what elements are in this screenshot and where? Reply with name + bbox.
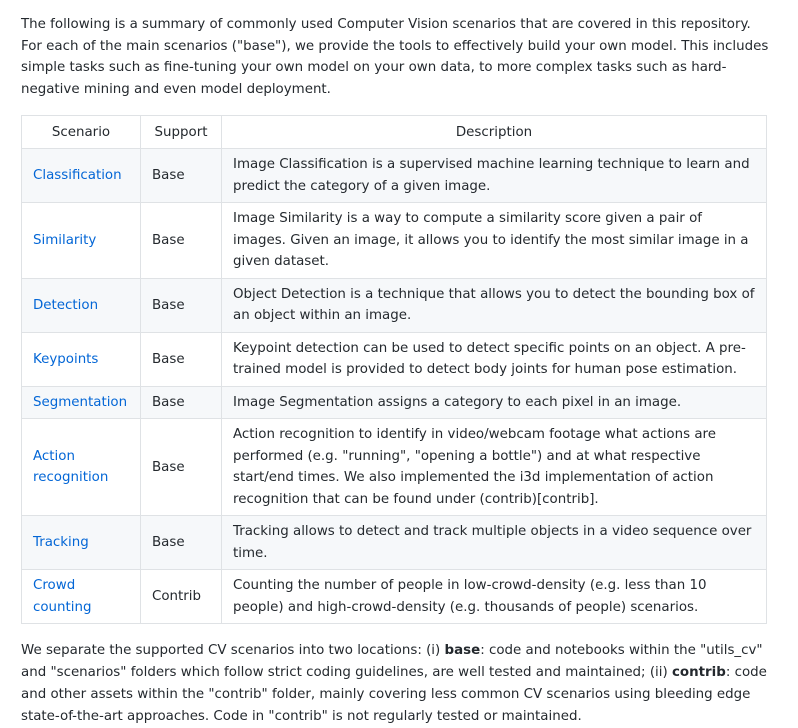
- scenario-cell: [22, 278, 141, 332]
- table-row-segmentation: [22, 386, 767, 419]
- description-cell: Object Detection is a technique that allows you to detect the bounding box of an object within an image.: [222, 278, 767, 332]
- support-cell: Base: [141, 149, 222, 203]
- scenario-link-keypoints[interactable]: Keypoints: [33, 351, 99, 367]
- table-row-crowd-counting: [22, 570, 767, 624]
- outro-paragraph: [21, 624, 771, 727]
- scenario-cell: [22, 149, 141, 203]
- description-cell: Counting the number of people in low-crowd-density (e.g. less than 10 people) and high-crowd-density (e.g. thousands of people) scenarios.: [222, 570, 767, 624]
- scenario-link-classification[interactable]: Classification: [33, 168, 122, 184]
- support-cell: Base: [141, 516, 222, 570]
- scenario-cell: [22, 332, 141, 386]
- intro-paragraph: The following is a summary of commonly used Computer Vision scenarios that are covered in this repository. For each of the main scenarios ("base"), we provide the tools to effectively build your own model. This includes simple tasks such as fine-tuning your own model on your own data, to more complex tasks such as hard-negative mining and even model deployment.: [21, 17, 769, 97]
- description-cell: Image Similarity is a way to compute a similarity score given a pair of images. Given an image, it allows you to identify the most similar image in a given dataset.: [222, 203, 767, 279]
- scenario-link-segmentation[interactable]: Segmentation: [33, 394, 128, 410]
- table-row-keypoints: [22, 332, 767, 386]
- outro-text: We separate the supported CV scenarios into two locations: (i): [21, 643, 445, 659]
- outro-bold-contrib: contrib: [671, 665, 726, 681]
- scenario-link-similarity[interactable]: Similarity: [33, 232, 97, 248]
- table-row-detection: [22, 278, 767, 332]
- outro-bold-base: base: [444, 643, 481, 659]
- scenario-cell: [22, 570, 141, 624]
- scenario-link-action-recognition[interactable]: Action recognition: [33, 448, 109, 486]
- support-cell: Base: [141, 386, 222, 419]
- scenario-cell: [22, 386, 141, 419]
- scenario-cell: [22, 419, 141, 516]
- scenario-cell: [22, 516, 141, 570]
- header-description: Description: [222, 116, 767, 149]
- description-cell: Action recognition to identify in video/webcam footage what actions are performed (e.g. "running", "opening a bottle") and at what respective start/end times. We also implemented the i3d implementation of action recognition that can be found under (contrib)[contrib].: [222, 419, 767, 516]
- table-row-similarity: [22, 203, 767, 279]
- header-support: Support: [141, 116, 222, 149]
- support-cell: Base: [141, 278, 222, 332]
- scenario-link-detection[interactable]: Detection: [33, 297, 99, 313]
- header-scenario: Scenario: [22, 116, 141, 149]
- table-row-action-recognition: [22, 419, 767, 516]
- support-cell: Base: [141, 203, 222, 279]
- outro-text: : code and other assets within the "contrib" folder, mainly covering less common CV scenarios using bleeding edge state-of-the-art approaches. Code in "contrib" is not regularly tested or maintained.: [21, 665, 767, 724]
- description-cell: Tracking allows to detect and track multiple objects in a video sequence over time.: [222, 516, 767, 570]
- table-row-classification: [22, 149, 767, 203]
- scenario-link-crowd-counting[interactable]: Crowd counting: [33, 578, 92, 615]
- scenarios-table: [21, 115, 767, 624]
- scenario-link-tracking[interactable]: Tracking: [33, 535, 89, 551]
- support-cell: Base: [141, 419, 222, 516]
- description-cell: Image Segmentation assigns a category to each pixel in an image.: [222, 386, 767, 419]
- readme-content: [21, 0, 771, 728]
- table-header-row: [22, 116, 767, 149]
- table-row-tracking: [22, 516, 767, 570]
- support-cell: Contrib: [141, 570, 222, 624]
- outro-text: : code and notebooks within the "utils_cv" and "scenarios" folders which follow strict coding guidelines, are well tested and maintained; (ii): [21, 643, 763, 681]
- description-cell: Image Classification is a supervised machine learning technique to learn and predict the category of a given image.: [222, 149, 767, 203]
- scenario-cell: [22, 203, 141, 279]
- description-cell: Keypoint detection can be used to detect specific points on an object. A pre-trained model is provided to detect body joints for human pose estimation.: [222, 332, 767, 386]
- support-cell: Base: [141, 332, 222, 386]
